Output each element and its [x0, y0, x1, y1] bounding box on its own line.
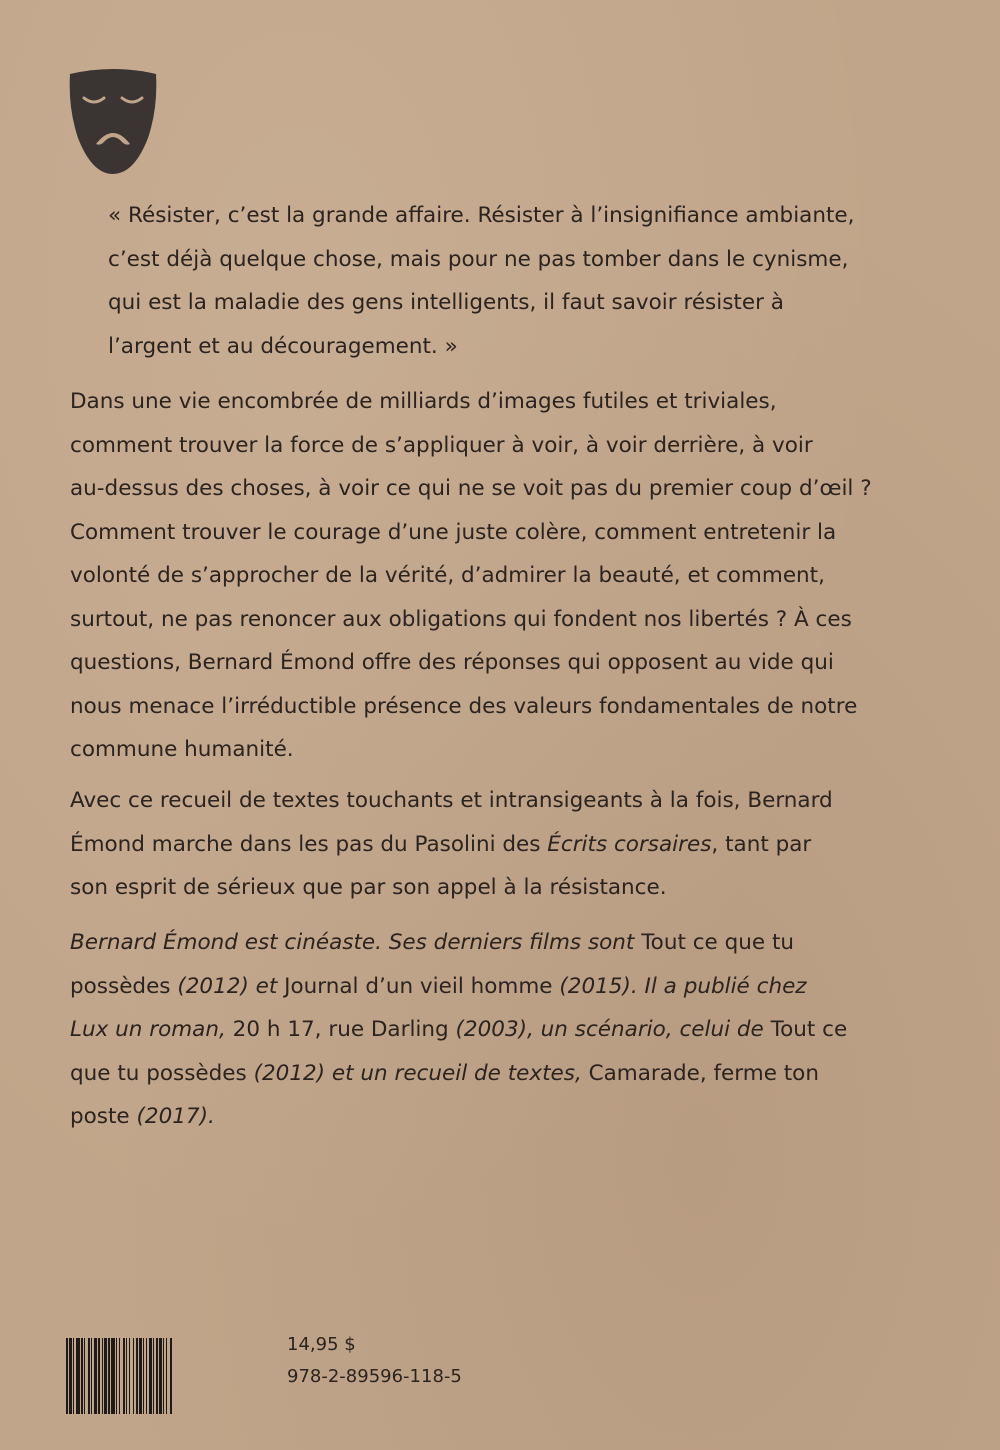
bio-segment: (2012) et	[177, 973, 285, 999]
epigraph-quote	[108, 194, 968, 368]
text-line: surtout, ne pas renoncer aux obligations qui fondent nos libertés ? À ces	[70, 606, 852, 632]
quote-line: c’est déjà quelque chose, mais pour ne pas tomber dans le cynisme,	[108, 246, 849, 272]
text-line: comment trouver la force de s’appliquer à voir, à voir derrière, à voir	[70, 432, 813, 458]
tragedy-mask-icon	[68, 68, 158, 178]
text-segment: Émond marche dans les pas du Pasolini des	[70, 831, 548, 857]
barcode	[66, 1338, 266, 1414]
text-line: volonté de s’approcher de la vérité, d’admirer la beauté, et comment,	[70, 563, 825, 588]
text-line: son esprit de sérieux que par son appel à la résistance.	[70, 875, 667, 900]
summary-paragraph	[70, 380, 970, 772]
text-line: Avec ce recueil de textes touchants et intransigeants à la fois, Bernard	[70, 788, 833, 813]
pasolini-paragraph	[70, 779, 970, 910]
quote-line: l’argent et au découragement. »	[108, 333, 458, 359]
quote-line: qui est la maladie des gens intelligents, il faut savoir résister à	[108, 290, 784, 315]
text-line: questions, Bernard Émond offre des réponses qui opposent au vide qui	[70, 650, 834, 675]
bio-segment: Lux un roman,	[70, 1017, 233, 1042]
book-title-ecrits-corsaires: Écrits corsaires	[547, 831, 712, 857]
film-title: Tout ce que tu	[641, 930, 795, 955]
film-title: Tout ce	[770, 1017, 848, 1042]
text-line: Dans une vie encombrée de milliards d’images futiles et triviales,	[70, 389, 777, 414]
film-title: Journal d’un vieil homme	[284, 973, 560, 999]
book-title: 20 h 17, rue Darling	[232, 1017, 456, 1042]
book-title: Camarade, ferme ton	[588, 1060, 819, 1086]
price-label: 14,95 $	[287, 1334, 356, 1355]
bio-segment: (2017).	[136, 1104, 215, 1129]
text-line: Comment trouver le courage d’une juste colère, comment entretenir la	[70, 519, 837, 545]
film-title: possèdes	[70, 973, 178, 999]
author-bio	[70, 921, 970, 1139]
quote-line: « Résister, c’est la grande affaire. Résister à l’insignifiance ambiante,	[108, 203, 855, 228]
text-line: commune humanité.	[70, 737, 294, 762]
film-title: que tu possèdes	[70, 1060, 254, 1086]
bio-segment: (2003), un scénario, celui de	[455, 1017, 771, 1042]
bio-segment: Bernard Émond est cinéaste. Ses derniers films sont	[70, 930, 642, 955]
text-line: au-dessus des choses, à voir ce qui ne se voit pas du premier coup d’œil ?	[70, 476, 872, 501]
isbn-label: 978-2-89596-118-5	[287, 1366, 462, 1387]
bio-segment: (2012) et un recueil de textes,	[253, 1060, 589, 1086]
bio-segment: (2015). Il a publié chez	[559, 973, 807, 999]
text-line: nous menace l’irréductible présence des valeurs fondamentales de notre	[70, 693, 858, 719]
book-title: poste	[70, 1104, 137, 1129]
text-segment: , tant par	[711, 831, 812, 857]
